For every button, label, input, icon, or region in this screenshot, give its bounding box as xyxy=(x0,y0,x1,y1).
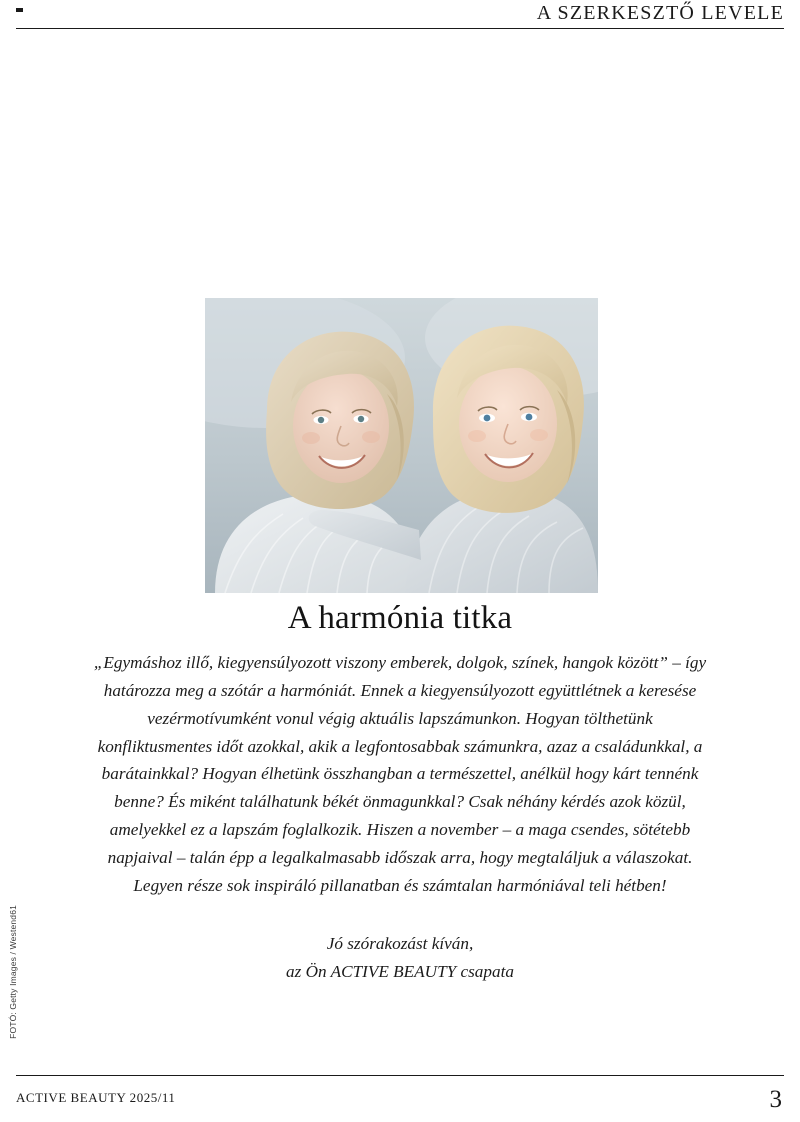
signoff-line-1: Jó szórakozást kíván, xyxy=(326,933,474,953)
page-title: A harmónia titka xyxy=(287,600,513,636)
article-body: „Egymáshoz illő, kiegyensúlyozott viszony emberek, dolgok, színek, hangok között” – így határozza meg a szótár a harmóniát. Ennek a kiegyensúlyozott együttlétnek a keresése vezérmotívumként vonul végig aktuális lapszámunkon. Hogyan tölthetünk konfliktusmentes időt azokkal, akik a legfontosabbak számunkra, azaz a családunkkal, a barátainkkal? Hogyan élhetünk összhangban a természettel, anélkül hogy kárt tennénk benne? És miként találhatunk békét önmagunkkal? Csak néhány kérdés azok közül, amelyekkel ez a lapszám foglalkozik. Hiszen a november – a maga csendes, sötétebb napjaival – talán épp a legalkalmasabb időszak arra, hogy megtaláljuk a válaszokat. Legyen része sok inspiráló pillanatban és számtalan harmóniával teli hétben! xyxy=(93,653,707,895)
photo-credit: FOTÓ: Getty Images / Westend61 xyxy=(8,905,18,1039)
editor-letter xyxy=(60,600,740,985)
footer-issue-label: ACTIVE BEAUTY 2025/11 xyxy=(16,1090,176,1105)
two-women-embracing-photo xyxy=(205,298,598,593)
page-header-title: A SZERKESZTŐ LEVELE xyxy=(536,2,784,24)
signoff xyxy=(60,930,740,986)
square-mark-icon xyxy=(16,8,23,12)
header-divider xyxy=(16,28,784,29)
signoff-line-2: az Ön ACTIVE BEAUTY csapata xyxy=(286,961,514,981)
footer-divider xyxy=(16,1075,784,1076)
page-number: 3 xyxy=(769,1086,782,1113)
